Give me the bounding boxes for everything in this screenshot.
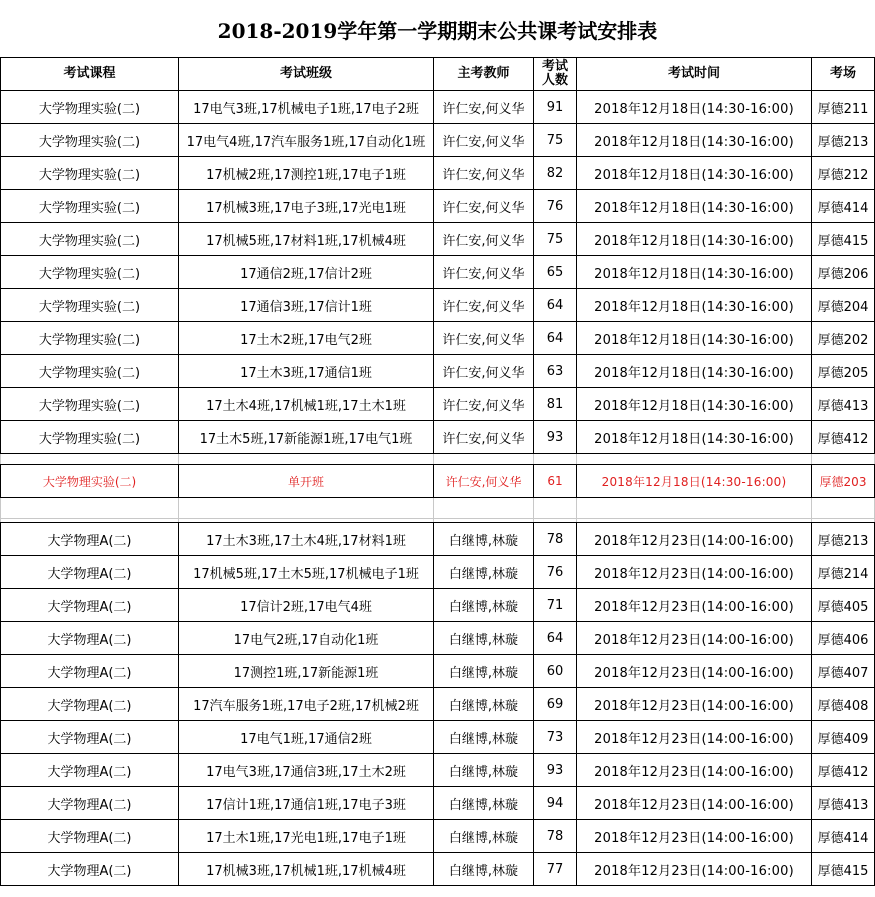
cell-count: 60 (534, 655, 577, 688)
cell-room: 厚德205 (812, 355, 875, 388)
table-row (1, 589, 875, 622)
cell-course: 大学物理A(二) (1, 622, 179, 655)
cell-time: 2018年12月23日(14:00-16:00) (577, 787, 812, 820)
cell-room: 厚德413 (812, 388, 875, 421)
header-classes: 考试班级 (179, 58, 434, 91)
cell-course: 大学物理A(二) (1, 721, 179, 754)
cell-course: 大学物理A(二) (1, 688, 179, 721)
cell-classes: 17机械3班,17机械1班,17机械4班 (179, 853, 434, 886)
cell-classes: 17通信2班,17信计2班 (179, 256, 434, 289)
header-course: 考试课程 (1, 58, 179, 91)
blank-cell (812, 454, 875, 465)
cell-room: 厚德212 (812, 157, 875, 190)
cell-classes: 17土木4班,17机械1班,17土木1班 (179, 388, 434, 421)
table-row (1, 820, 875, 853)
table-row (1, 556, 875, 589)
cell-time: 2018年12月23日(14:00-16:00) (577, 721, 812, 754)
cell-count: 76 (534, 556, 577, 589)
cell-course: 大学物理实验(二) (1, 91, 179, 124)
blank-cell (534, 454, 577, 465)
cell-room: 厚德213 (812, 523, 875, 556)
table-row (1, 853, 875, 886)
cell-count: 63 (534, 355, 577, 388)
cell-course: 大学物理实验(二) (1, 289, 179, 322)
cell-teacher: 白继博,林璇 (434, 622, 534, 655)
cell-course: 大学物理实验(二) (1, 190, 179, 223)
blank-cell (434, 498, 534, 519)
blank-row (1, 498, 875, 519)
cell-classes: 17土木1班,17光电1班,17电子1班 (179, 820, 434, 853)
cell-teacher: 白继博,林璇 (434, 523, 534, 556)
table-row (1, 124, 875, 157)
blank-cell (534, 498, 577, 519)
cell-room: 厚德412 (812, 421, 875, 454)
cell-teacher: 白继博,林璇 (434, 853, 534, 886)
table-row (1, 523, 875, 556)
cell-course: 大学物理A(二) (1, 556, 179, 589)
table-row (1, 91, 875, 124)
cell-teacher: 许仁安,何义华 (434, 223, 534, 256)
cell-teacher: 白继博,林璇 (434, 754, 534, 787)
table-row (1, 157, 875, 190)
cell-count: 76 (534, 190, 577, 223)
cell-teacher: 许仁安,何义华 (434, 388, 534, 421)
cell-course: 大学物理A(二) (1, 853, 179, 886)
table-row (1, 688, 875, 721)
cell-room: 厚德406 (812, 622, 875, 655)
table-row (1, 223, 875, 256)
cell-teacher: 白继博,林璇 (434, 556, 534, 589)
cell-room: 厚德206 (812, 256, 875, 289)
cell-time: 2018年12月23日(14:00-16:00) (577, 523, 812, 556)
cell-time: 2018年12月18日(14:30-16:00) (577, 322, 812, 355)
cell-course: 大学物理A(二) (1, 754, 179, 787)
cell-classes: 17机械2班,17测控1班,17电子1班 (179, 157, 434, 190)
cell-teacher: 白继博,林璇 (434, 688, 534, 721)
cell-course: 大学物理A(二) (1, 589, 179, 622)
cell-time: 2018年12月18日(14:30-16:00) (577, 91, 812, 124)
cell-course: 大学物理A(二) (1, 820, 179, 853)
cell-room: 厚德414 (812, 820, 875, 853)
cell-classes: 17机械5班,17材料1班,17机械4班 (179, 223, 434, 256)
cell-classes: 17电气3班,17通信3班,17土木2班 (179, 754, 434, 787)
cell-course: 大学物理实验(二) (1, 124, 179, 157)
cell-classes: 17汽车服务1班,17电子2班,17机械2班 (179, 688, 434, 721)
cell-count: 65 (534, 256, 577, 289)
cell-time: 2018年12月18日(14:30-16:00) (577, 465, 812, 498)
cell-count: 64 (534, 622, 577, 655)
cell-course: 大学物理实验(二) (1, 223, 179, 256)
cell-room: 厚德213 (812, 124, 875, 157)
cell-teacher: 许仁安,何义华 (434, 465, 534, 498)
cell-teacher: 许仁安,何义华 (434, 124, 534, 157)
header-teacher: 主考教师 (434, 58, 534, 91)
cell-time: 2018年12月18日(14:30-16:00) (577, 388, 812, 421)
blank-cell (577, 498, 812, 519)
cell-time: 2018年12月23日(14:00-16:00) (577, 754, 812, 787)
cell-count: 61 (534, 465, 577, 498)
cell-teacher: 许仁安,何义华 (434, 322, 534, 355)
cell-classes: 17土木5班,17新能源1班,17电气1班 (179, 421, 434, 454)
cell-classes: 17电气4班,17汽车服务1班,17自动化1班 (179, 124, 434, 157)
cell-time: 2018年12月18日(14:30-16:00) (577, 190, 812, 223)
table-row (1, 655, 875, 688)
cell-classes: 17电气2班,17自动化1班 (179, 622, 434, 655)
blank-cell (577, 454, 812, 465)
blank-cell (812, 498, 875, 519)
header-count: 考试 人数 (534, 58, 577, 91)
cell-classes: 17土木3班,17通信1班 (179, 355, 434, 388)
cell-count: 93 (534, 421, 577, 454)
table-row (1, 190, 875, 223)
table-row (1, 721, 875, 754)
cell-count: 77 (534, 853, 577, 886)
cell-room: 厚德409 (812, 721, 875, 754)
cell-course: 大学物理实验(二) (1, 355, 179, 388)
table-row (1, 388, 875, 421)
cell-room: 厚德204 (812, 289, 875, 322)
cell-room: 厚德203 (812, 465, 875, 498)
cell-count: 78 (534, 523, 577, 556)
cell-classes: 17土木3班,17土木4班,17材料1班 (179, 523, 434, 556)
cell-course: 大学物理实验(二) (1, 157, 179, 190)
cell-count: 78 (534, 820, 577, 853)
exam-schedule-table (0, 57, 875, 886)
cell-room: 厚德202 (812, 322, 875, 355)
table-row (1, 787, 875, 820)
cell-time: 2018年12月23日(14:00-16:00) (577, 622, 812, 655)
cell-time: 2018年12月18日(14:30-16:00) (577, 355, 812, 388)
cell-count: 75 (534, 124, 577, 157)
cell-count: 93 (534, 754, 577, 787)
cell-teacher: 许仁安,何义华 (434, 421, 534, 454)
cell-course: 大学物理A(二) (1, 523, 179, 556)
cell-teacher: 许仁安,何义华 (434, 256, 534, 289)
cell-course: 大学物理实验(二) (1, 421, 179, 454)
cell-course: 大学物理实验(二) (1, 322, 179, 355)
cell-course: 大学物理实验(二) (1, 388, 179, 421)
cell-room: 厚德408 (812, 688, 875, 721)
cell-course: 大学物理A(二) (1, 655, 179, 688)
cell-time: 2018年12月23日(14:00-16:00) (577, 820, 812, 853)
cell-classes: 17机械5班,17土木5班,17机械电子1班 (179, 556, 434, 589)
cell-classes: 17机械3班,17电子3班,17光电1班 (179, 190, 434, 223)
cell-classes: 17电气1班,17通信2班 (179, 721, 434, 754)
cell-room: 厚德413 (812, 787, 875, 820)
header-row (1, 58, 875, 91)
cell-count: 64 (534, 289, 577, 322)
cell-time: 2018年12月18日(14:30-16:00) (577, 421, 812, 454)
cell-classes: 17信计2班,17电气4班 (179, 589, 434, 622)
cell-count: 71 (534, 589, 577, 622)
cell-room: 厚德415 (812, 223, 875, 256)
table-row (1, 754, 875, 787)
cell-classes: 17测控1班,17新能源1班 (179, 655, 434, 688)
cell-count: 91 (534, 91, 577, 124)
cell-time: 2018年12月23日(14:00-16:00) (577, 655, 812, 688)
cell-count: 94 (534, 787, 577, 820)
cell-time: 2018年12月23日(14:00-16:00) (577, 556, 812, 589)
cell-count: 69 (534, 688, 577, 721)
cell-count: 81 (534, 388, 577, 421)
cell-course: 大学物理实验(二) (1, 256, 179, 289)
cell-count: 82 (534, 157, 577, 190)
cell-room: 厚德211 (812, 91, 875, 124)
cell-teacher: 许仁安,何义华 (434, 355, 534, 388)
cell-count: 73 (534, 721, 577, 754)
header-time: 考试时间 (577, 58, 812, 91)
cell-time: 2018年12月23日(14:00-16:00) (577, 853, 812, 886)
table-row (1, 289, 875, 322)
blank-cell (179, 454, 434, 465)
page-title: 2018-2019学年第一学期期末公共课考试安排表 (217, 18, 658, 43)
cell-time: 2018年12月18日(14:30-16:00) (577, 223, 812, 256)
cell-teacher: 白继博,林璇 (434, 655, 534, 688)
cell-teacher: 白继博,林璇 (434, 787, 534, 820)
cell-time: 2018年12月18日(14:30-16:00) (577, 289, 812, 322)
cell-room: 厚德415 (812, 853, 875, 886)
table-row (1, 421, 875, 454)
blank-cell (179, 498, 434, 519)
table-row (1, 622, 875, 655)
cell-teacher: 白继博,林璇 (434, 721, 534, 754)
cell-count: 64 (534, 322, 577, 355)
cell-teacher: 白继博,林璇 (434, 589, 534, 622)
cell-classes: 17电气3班,17机械电子1班,17电子2班 (179, 91, 434, 124)
table-row (1, 355, 875, 388)
cell-room: 厚德214 (812, 556, 875, 589)
blank-cell (1, 498, 179, 519)
header-room: 考场 (812, 58, 875, 91)
table-row (1, 465, 875, 498)
table-row (1, 322, 875, 355)
cell-room: 厚德405 (812, 589, 875, 622)
cell-classes: 单开班 (179, 465, 434, 498)
cell-course: 大学物理A(二) (1, 787, 179, 820)
blank-row (1, 454, 875, 465)
cell-teacher: 许仁安,何义华 (434, 190, 534, 223)
cell-course: 大学物理实验(二) (1, 465, 179, 498)
cell-room: 厚德412 (812, 754, 875, 787)
cell-count: 75 (534, 223, 577, 256)
cell-teacher: 许仁安,何义华 (434, 289, 534, 322)
cell-classes: 17土木2班,17电气2班 (179, 322, 434, 355)
cell-teacher: 白继博,林璇 (434, 820, 534, 853)
table-row (1, 256, 875, 289)
blank-cell (1, 454, 179, 465)
cell-time: 2018年12月18日(14:30-16:00) (577, 157, 812, 190)
cell-classes: 17通信3班,17信计1班 (179, 289, 434, 322)
cell-time: 2018年12月18日(14:30-16:00) (577, 256, 812, 289)
cell-teacher: 许仁安,何义华 (434, 91, 534, 124)
cell-classes: 17信计1班,17通信1班,17电子3班 (179, 787, 434, 820)
cell-time: 2018年12月23日(14:00-16:00) (577, 688, 812, 721)
cell-room: 厚德407 (812, 655, 875, 688)
cell-teacher: 许仁安,何义华 (434, 157, 534, 190)
blank-cell (434, 454, 534, 465)
cell-time: 2018年12月23日(14:00-16:00) (577, 589, 812, 622)
cell-time: 2018年12月18日(14:30-16:00) (577, 124, 812, 157)
cell-room: 厚德414 (812, 190, 875, 223)
